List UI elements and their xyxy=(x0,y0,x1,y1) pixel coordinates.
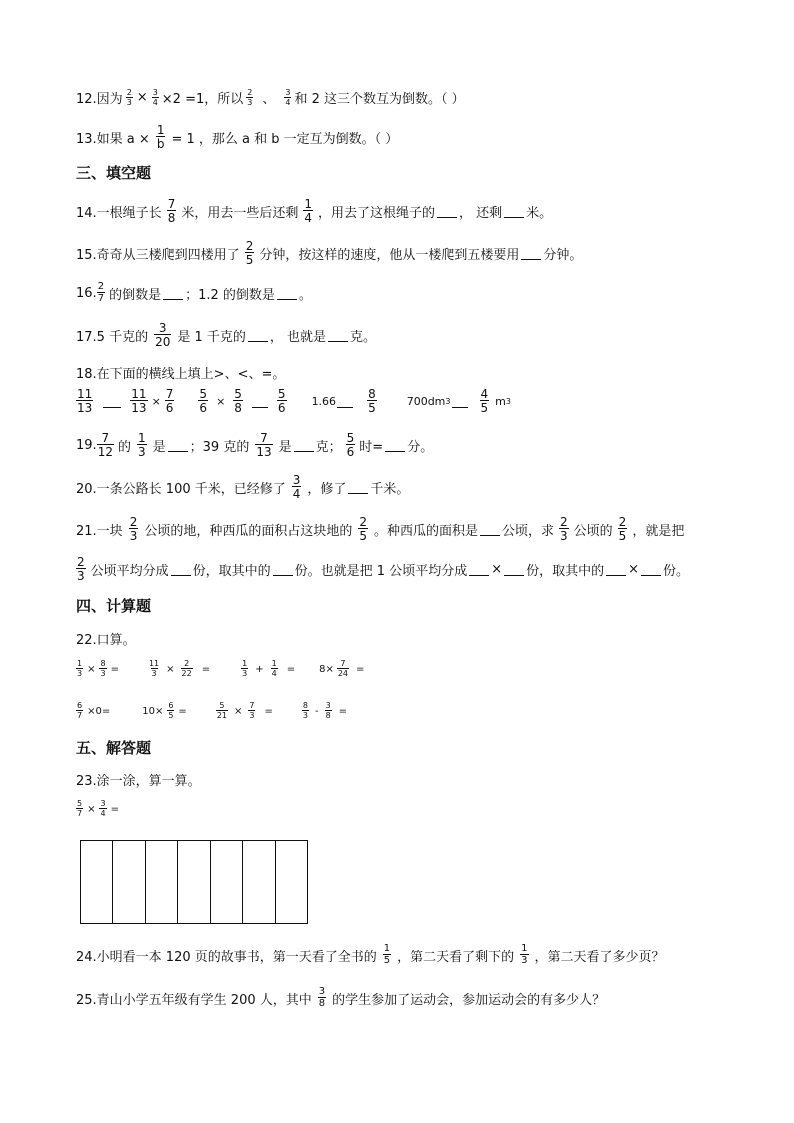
fraction: $\frac{4}{5}$ xyxy=(480,387,489,415)
fraction: $\frac{2}{22}$ xyxy=(181,659,192,678)
answer-blank[interactable] xyxy=(385,439,405,452)
answer-blank[interactable] xyxy=(163,287,183,300)
question-21-continued: $\frac{2}{3}$ 公顷平均分成 份，取其中的 份。也就是把 1 公顷平均分成 × 份，取其中的 × 份。 xyxy=(77,555,690,583)
grid-cell[interactable] xyxy=(243,841,275,923)
answer-blank[interactable] xyxy=(348,481,368,494)
fraction: $\frac{2}{5}$ xyxy=(359,515,367,543)
fraction: $\frac{2}{5}$ xyxy=(245,239,254,267)
answer-blank[interactable] xyxy=(168,439,188,452)
answer-blank[interactable] xyxy=(452,395,468,408)
question-14: 14.一根绳子长 $\frac{7}{8}$ 米，用去一些后还剩 $\frac{1}{4}$ ，用去了这根绳子的 ， 还剩 米。 xyxy=(76,197,553,225)
fraction: $\frac{6}{5}$ xyxy=(168,701,174,720)
fraction: $\frac{1}{3}$ xyxy=(77,659,83,678)
answer-blank[interactable] xyxy=(252,395,268,408)
fraction: $\frac{7}{6}$ xyxy=(165,387,174,415)
answer-blank[interactable] xyxy=(437,205,457,218)
fraction: $\frac{8}{3}$ xyxy=(100,659,106,678)
fraction: $\frac{1}{5}$ xyxy=(383,943,391,966)
section-heading-3: 三、填空题 xyxy=(76,164,152,182)
fraction: $\frac{8}{3}$ xyxy=(302,701,308,720)
answer-blank[interactable] xyxy=(337,395,353,408)
fraction: $\frac{5}{7}$ xyxy=(77,799,83,818)
fraction: $\frac{3}{4}$ xyxy=(292,473,301,501)
answer-blank[interactable] xyxy=(469,563,489,576)
answer-blank[interactable] xyxy=(248,329,268,342)
question-18: 18.在下面的横线上填上>、<、=。 xyxy=(76,367,286,382)
fraction: $\frac{2}{5}$ xyxy=(618,515,627,543)
fraction: $\frac{3}{4}$ xyxy=(285,87,291,107)
fraction: $\frac{1}{4}$ xyxy=(304,197,312,225)
fraction: $\frac{3}{8}$ xyxy=(325,701,331,720)
fraction: $\frac{1}{4}$ xyxy=(271,659,277,678)
answer-blank[interactable] xyxy=(504,563,524,576)
section-heading-4: 四、计算题 xyxy=(76,597,152,615)
answer-blank[interactable] xyxy=(328,329,348,342)
answer-blank[interactable] xyxy=(504,205,524,218)
question-24: 24.小明看一本 120 页的故事书，第一天看了全书的 $\frac{1}{5}$ ，第二天看了剩下的 $\frac{1}{3}$ ，第二天看了多少页？ xyxy=(76,943,665,966)
grid-cell[interactable] xyxy=(211,841,243,923)
fraction: $\frac{1}{3}$ xyxy=(242,659,248,678)
fraction: $\frac{3}{4}$ xyxy=(100,799,106,818)
question-22: 22.口算。 xyxy=(76,633,136,648)
fraction: $\frac{2}{3}$ xyxy=(129,515,138,543)
fraction: $\frac{3}{20}$ xyxy=(155,321,171,349)
question-21: 21.一块 $\frac{2}{3}$ 公顷的地，种西瓜的面积占这块地的 $\frac{2}{5}$ 。种西瓜的面积是 公顷，求 $\frac{2}{3}$ 公顷的 $\frac{2}{5}$ ，就是把 xyxy=(76,515,685,543)
fraction: $\frac{1}{b}$ xyxy=(156,123,165,151)
grid-cell[interactable] xyxy=(178,841,210,923)
fraction: $\frac{2}{3}$ xyxy=(77,555,85,583)
answer-blank[interactable] xyxy=(521,247,541,260)
fraction: $\frac{7}{24}$ xyxy=(337,659,349,678)
question-20: 20.一条公路长 100 千米，已经修了 $\frac{3}{4}$ ，修了 千米。 xyxy=(76,473,410,501)
grid-cell[interactable] xyxy=(276,841,307,923)
fraction: $\frac{5}{6}$ xyxy=(277,387,286,415)
question-15: 15.奇奇从三楼爬到四楼用了 $\frac{2}{5}$ 分钟，按这样的速度，他从一楼爬到五楼要用 分钟。 xyxy=(76,239,583,267)
fraction: $\frac{11}{13}$ xyxy=(77,387,93,415)
fraction: $\frac{7}{8}$ xyxy=(167,197,176,225)
fraction: $\frac{7}{13}$ xyxy=(256,431,272,459)
answer-blank[interactable] xyxy=(641,563,661,576)
fraction: $\frac{2}{3}$ xyxy=(247,87,253,107)
fraction: $\frac{3}{4}$ xyxy=(152,87,158,107)
q12-text-a: 12.因为 xyxy=(76,92,123,107)
calc-row-1: $\frac{1}{3}$ × $\frac{8}{3}$ = $\frac{11}{3}$ × $\frac{2}{22}$ = $\frac{1}{3}$ + $\frac{1}{4}$ = 8× $\frac{7}{24}$ = xyxy=(77,659,365,678)
fraction: $\frac{5}{8}$ xyxy=(234,387,242,415)
fraction: $\frac{6}{7}$ xyxy=(77,701,83,720)
fraction: $\frac{5}{6}$ xyxy=(346,431,355,459)
fraction: $\frac{3}{8}$ xyxy=(318,986,326,1009)
fraction: $\frac{5}{6}$ xyxy=(199,387,208,415)
fraction: $\frac{1}{3}$ xyxy=(521,943,528,966)
question-16: 16. $\frac{2}{7}$ 的倒数是 ；1.2 的倒数是 。 xyxy=(76,281,312,304)
fraction: $\frac{11}{3}$ xyxy=(148,659,160,678)
fraction: $\frac{8}{5}$ xyxy=(368,387,376,415)
question-25: 25.青山小学五年级有学生 200 人，其中 $\frac{3}{8}$ 的学生参加了运动会，参加运动会的有多少人？ xyxy=(76,986,606,1009)
fraction: $\frac{5}{21}$ xyxy=(216,701,227,720)
answer-blank[interactable] xyxy=(277,287,297,300)
fraction: $\frac{2}{3}$ xyxy=(560,515,568,543)
grid-cell[interactable] xyxy=(113,841,145,923)
section-heading-5: 五、解答题 xyxy=(76,739,152,757)
answer-blank[interactable] xyxy=(171,563,191,576)
question-18-comparisons: $\frac{11}{13}$ $\frac{11}{13}$ × $\frac{7}{6}$ $\frac{5}{6}$ × $\frac{5}{8}$ $\frac{5}{6}$ 1.66 $\frac{8}{5}$ 700dm 3 $\frac{4}{5}$ m 3 xyxy=(77,387,511,415)
answer-blank[interactable] xyxy=(606,563,626,576)
fraction: $\frac{11}{13}$ xyxy=(131,387,147,415)
question-13: 13.如果 a × $\frac{1}{b}$ = 1 ，那么 a 和 b 一定互为倒数。（ ） xyxy=(76,123,399,151)
grid-cell[interactable] xyxy=(81,841,113,923)
fraction: $\frac{2}{7}$ xyxy=(97,281,105,304)
fraction: $\frac{7}{12}$ xyxy=(97,431,113,459)
fraction: $\frac{2}{3}$ xyxy=(126,87,132,107)
shading-grid[interactable] xyxy=(80,840,308,924)
question-23: 23.涂一涂，算一算。 xyxy=(76,774,201,789)
question-12: 12.因为 $\frac{2}{3}$ × $\frac{3}{4}$ ×2 =1，所以 $\frac{2}{3}$ 、 $\frac{3}{4}$ 和 2 这三个数互为倒数。（ ） xyxy=(76,87,465,107)
question-19: 19. $\frac{7}{12}$ 的 $\frac{1}{3}$ 是 ；39 克的 $\frac{7}{13}$ 是 克； $\frac{5}{6}$ 时= 分。 xyxy=(76,431,434,459)
calc-row-2: $\frac{6}{7}$ ×0= 10× $\frac{6}{5}$ = $\frac{5}{21}$ × $\frac{7}{3}$ = $\frac{8}{3}$ - $\frac{3}{8}$ = xyxy=(77,701,348,720)
answer-blank[interactable] xyxy=(480,523,500,536)
grid-cell[interactable] xyxy=(146,841,178,923)
answer-blank[interactable] xyxy=(294,439,314,452)
fraction: $\frac{1}{3}$ xyxy=(137,431,146,459)
question-23-expression: $\frac{5}{7}$ × $\frac{3}{4}$ = xyxy=(77,799,119,818)
answer-blank[interactable] xyxy=(103,395,121,408)
question-17: 17.5 千克的 $\frac{3}{20}$ 是 1 千克的 ， 也就是 克。 xyxy=(76,321,377,349)
answer-blank[interactable] xyxy=(273,563,293,576)
fraction: $\frac{7}{3}$ xyxy=(249,701,255,720)
